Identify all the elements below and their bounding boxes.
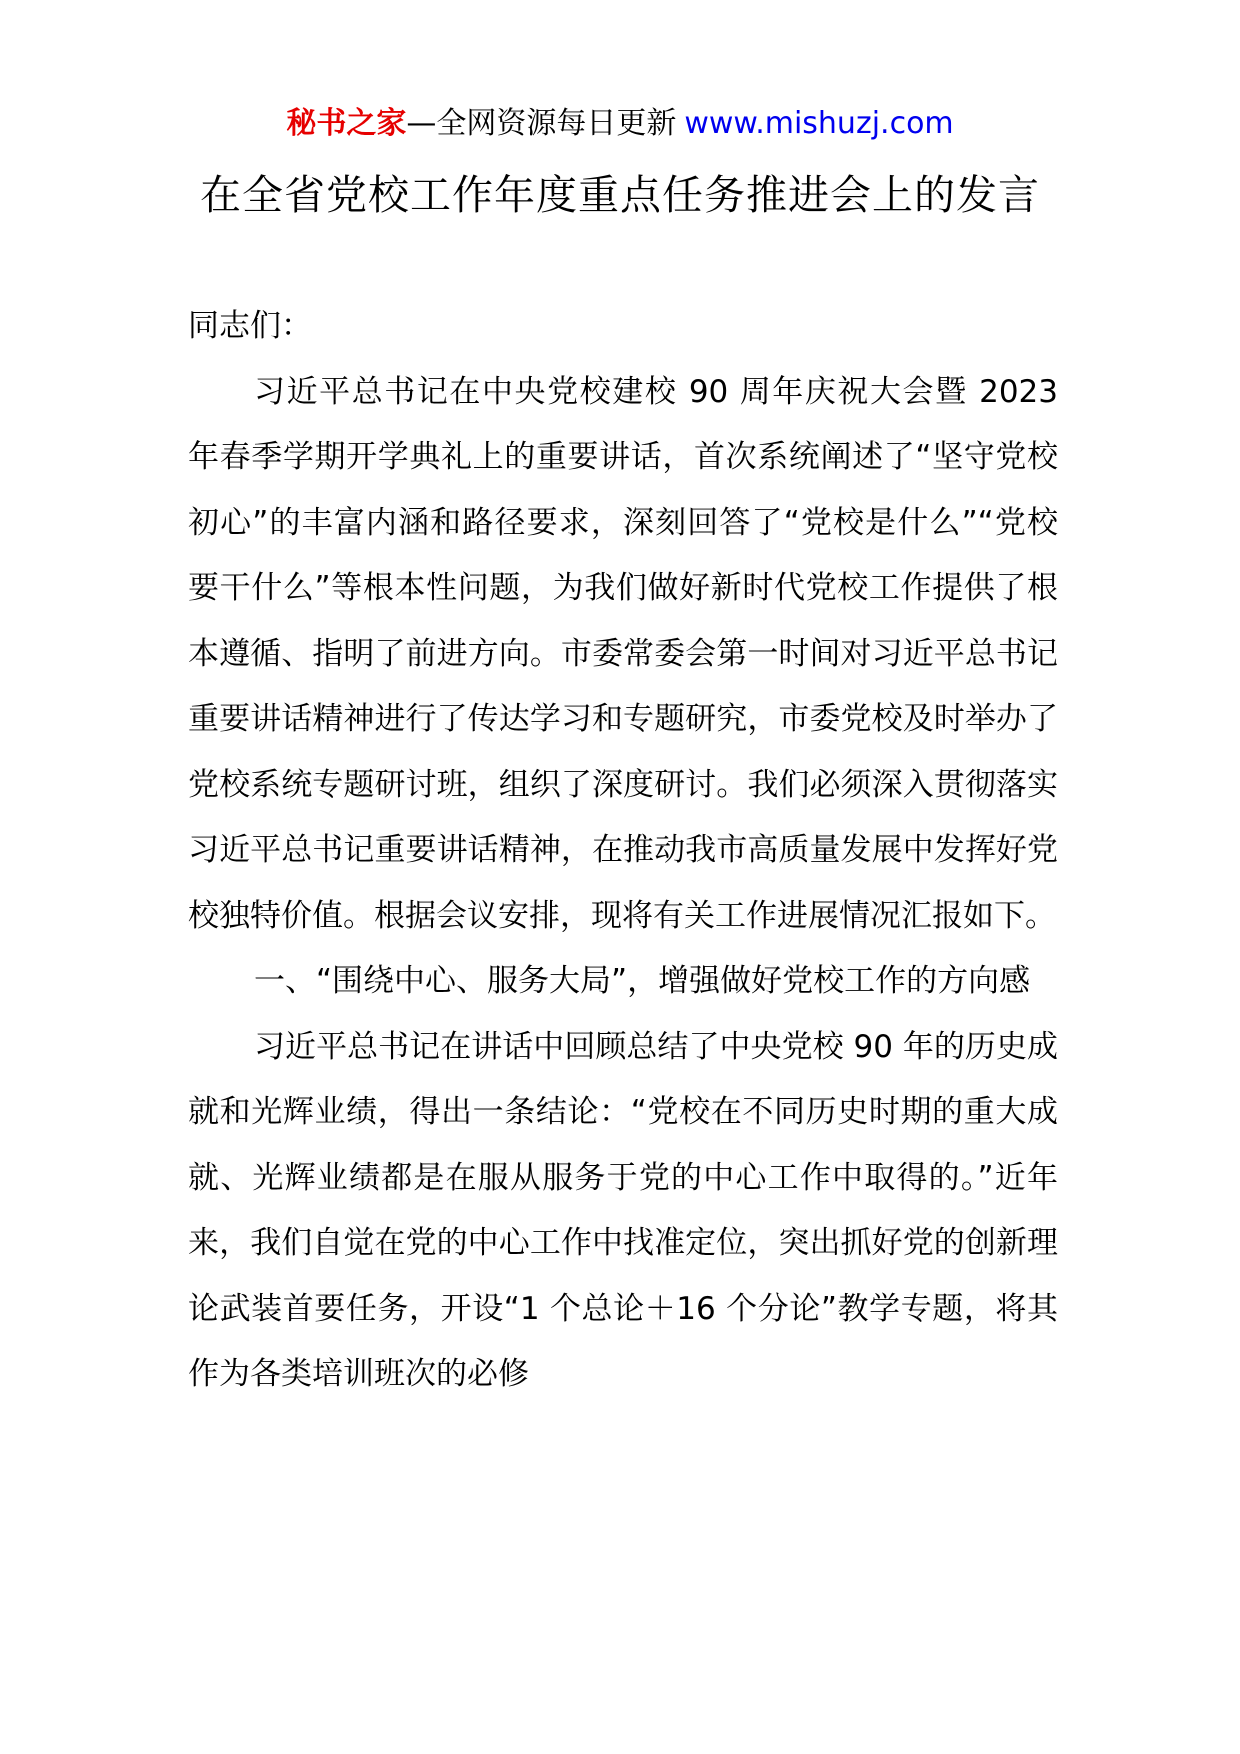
section-heading-1: 一、“围绕中心、服务大局”，增强做好党校工作的方向感	[254, 963, 1031, 999]
header-tagline: —全网资源每日更新	[406, 106, 677, 141]
site-url-link[interactable]: www.mishuzj.com	[684, 106, 954, 141]
site-header	[0, 104, 1240, 144]
paragraph-section-1: 习近平总书记在讲话中回顾总结了中央党校 90 年的历史成就和光辉业绩，得出一条结论：“党校在不同历史时期的重大成就、光辉业绩都是在服从服务于党的中心工作中取得的。”近年来，我们自觉在党的中心工作中找准定位，突出抓好党的创新理论武装首要任务，开设“1 个总论＋16 个分论”教学专题，将其作为各类培训班次的必修	[188, 1028, 1058, 1392]
document-body	[188, 294, 1058, 1408]
paragraph-intro: 习近平总书记在中央党校建校 90 周年庆祝大会暨 2023 年春季学期开学典礼上的重要讲话，首次系统阐述了“坚守党校初心”的丰富内涵和路径要求，深刻回答了“党校是什么”“党校要干什么”等根本性问题，为我们做好新时代党校工作提供了根本遵循、指明了前进方向。市委常委会第一时间对习近平总书记重要讲话精神进行了传达学习和专题研究，市委党校及时举办了党校系统专题研讨班，组织了深度研讨。我们必须深入贯彻落实习近平总书记重要讲话精神，在推动我市高质量发展中发挥好党校独特价值。根据会议安排，现将有关工作进展情况汇报如下。	[188, 373, 1058, 934]
salutation: 同志们：	[188, 308, 312, 344]
brand-name: 秘书之家	[286, 106, 407, 141]
document-title: 在全省党校工作年度重点任务推进会上的发言	[200, 171, 1040, 219]
